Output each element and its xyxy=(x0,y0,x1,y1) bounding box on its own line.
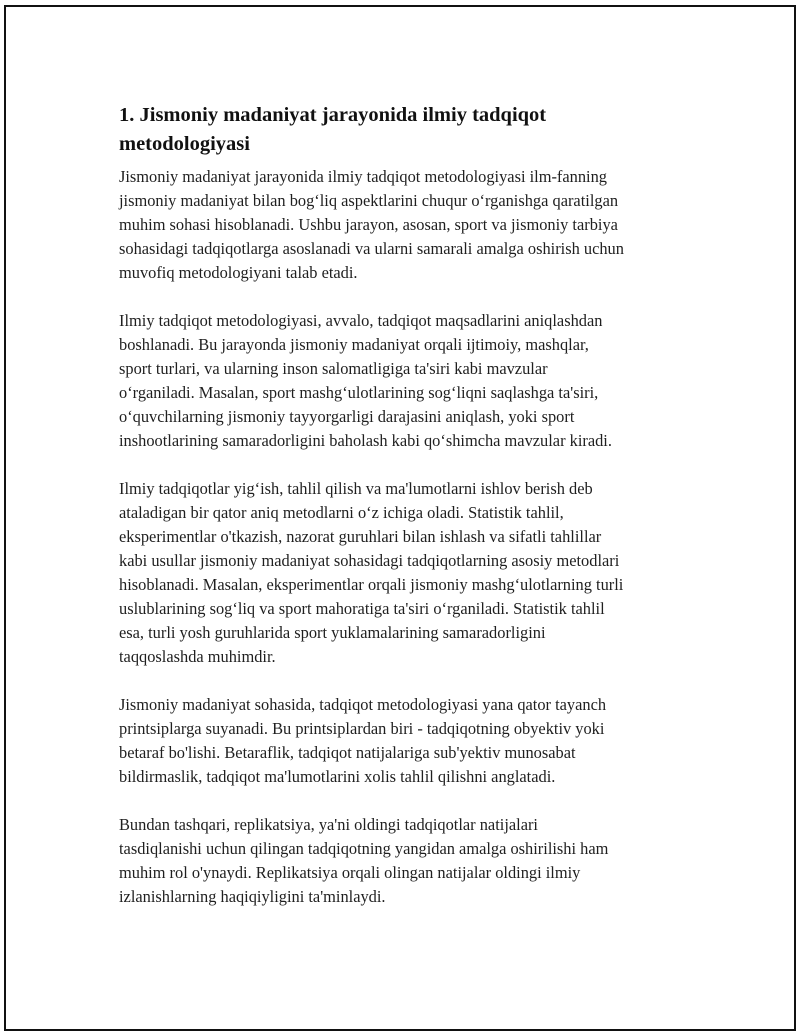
text-line: printsiplarga suyanadi. Bu printsiplardan biri - tadqiqotning obyektiv yoki xyxy=(119,719,605,738)
section-heading xyxy=(119,101,709,159)
paragraph-5 xyxy=(119,813,709,909)
text-line: taqqoslashda muhimdir. xyxy=(119,647,276,666)
paragraph-4 xyxy=(119,693,709,789)
text-line: betaraf bo'lishi. Betaraflik, tadqiqot natijalariga sub'yektiv munosabat xyxy=(119,743,576,762)
text-line: o‘quvchilarning jismoniy tayyorgarligi darajasini aniqlash, yoki sport xyxy=(119,407,575,426)
text-line: Jismoniy madaniyat sohasida, tadqiqot metodologiyasi yana qator tayanch xyxy=(119,695,607,714)
text-line: Ilmiy tadqiqotlar yig‘ish, tahlil qilish va ma'lumotlarni ishlov berish deb xyxy=(119,479,593,498)
text-line: boshlanadi. Bu jarayonda jismoniy madaniyat orqali ijtimoiy, mashqlar, xyxy=(119,335,589,354)
text-line: esa, turli yosh guruhlarida sport yuklamalarining samaradorligini xyxy=(119,623,546,642)
paragraph-2 xyxy=(119,309,709,453)
text-line: Jismoniy madaniyat jarayonida ilmiy tadqiqot metodologiyasi ilm-fanning xyxy=(119,167,607,186)
paragraph-3 xyxy=(119,477,709,669)
text-line: muvofiq metodologiyani talab etadi. xyxy=(119,263,358,282)
text-line: uslublarining sog‘liq va sport mahoratiga ta'siri o‘rganiladi. Statistik tahlil xyxy=(119,599,605,618)
text-line: inshootlarining samaradorligini baholash kabi qo‘shimcha mavzular kiradi. xyxy=(119,431,612,450)
heading-line: metodologiyasi xyxy=(119,133,250,155)
text-line: ataladigan bir qator aniq metodlarni o‘z ichiga oladi. Statistik tahlil, xyxy=(119,503,564,522)
text-line: Ilmiy tadqiqot metodologiyasi, avvalo, tadqiqot maqsadlarini aniqlashdan xyxy=(119,311,603,330)
page-frame xyxy=(4,5,796,1031)
text-line: bildirmaslik, tadqiqot ma'lumotlarini xolis tahlil qilishni anglatadi. xyxy=(119,767,556,786)
text-line: muhim sohasi hisoblanadi. Ushbu jarayon, asosan, sport va jismoniy tarbiya xyxy=(119,215,618,234)
text-line: jismoniy madaniyat bilan bog‘liq aspektlarini chuqur o‘rganishga qaratilgan xyxy=(119,191,619,210)
text-line: kabi usullar jismoniy madaniyat sohasidagi tadqiqotlarning asosiy metodlari xyxy=(119,551,620,570)
text-line: o‘rganiladi. Masalan, sport mashg‘ulotlarining sog‘liqni saqlashga ta'siri, xyxy=(119,383,599,402)
text-line: hisoblanadi. Masalan, eksperimentlar orqali jismoniy mashg‘ulotlarning turli xyxy=(119,575,624,594)
text-line: eksperimentlar o'tkazish, nazorat guruhlari bilan ishlash va sifatli tahlillar xyxy=(119,527,602,546)
heading-line: 1. Jismoniy madaniyat jarayonida ilmiy tadqiqot xyxy=(119,104,547,126)
text-line: izlanishlarning haqiqiyligini ta'minlaydi. xyxy=(119,887,386,906)
text-line: Bundan tashqari, replikatsiya, ya'ni oldingi tadqiqotlar natijalari xyxy=(119,815,538,834)
text-line: sport turlari, va ularning inson salomatligiga ta'siri kabi mavzular xyxy=(119,359,548,378)
document-body xyxy=(119,101,709,933)
text-line: muhim rol o'ynaydi. Replikatsiya orqali olingan natijalar oldingi ilmiy xyxy=(119,863,581,882)
paragraph-1 xyxy=(119,165,709,285)
text-line: sohasidagi tadqiqotlarga asoslanadi va ularni samarali amalga oshirish uchun xyxy=(119,239,624,258)
text-line: tasdiqlanishi uchun qilingan tadqiqotning yangidan amalga oshirilishi ham xyxy=(119,839,609,858)
